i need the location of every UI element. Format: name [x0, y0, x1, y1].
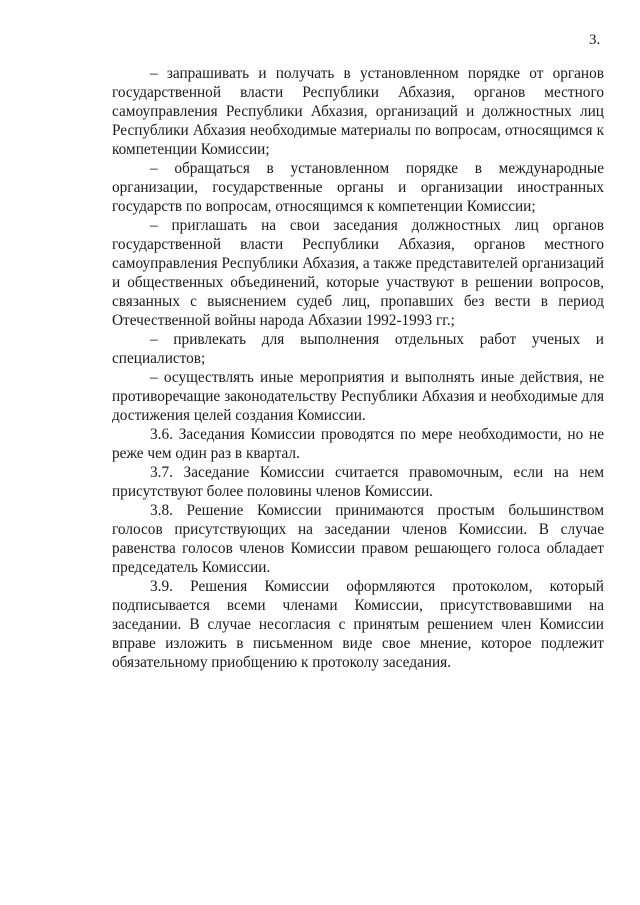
- paragraph-3-6: 3.6. Заседания Комиссии проводятся по мере необходимости, но не реже чем один раз в квартал.: [112, 426, 604, 462]
- page-number: 3.: [589, 32, 601, 48]
- paragraph-invite-officials: – приглашать на свои заседания должностных лиц органов государственной власти Республики Абхазия, органов местного самоуправления Республики Абхазия, а также представителей организаций и общественных объединений, которые участвуют в решении вопросов, связанных с выяснением судеб лиц, пропавших без вести в период Отечественной войны народа Абхазии 1992-1993 гг.;: [112, 217, 604, 329]
- paragraph-3-9: 3.9. Решения Комиссии оформляются протоколом, который подписывается всеми членами Комиссии, присутствовавшими на заседании. В случае несогласия с принятым решением член Комиссии вправе изложить в письменном виде свое мнение, которое подлежит обязательному приобщению к протоколу заседания.: [112, 578, 604, 671]
- paragraph-3-8: 3.8. Решение Комиссии принимаются простым большинством голосов присутствующих на заседании членов Комиссии. В случае равенства голосов членов Комиссии правом решающего голоса обладает председатель Комиссии.: [112, 502, 604, 576]
- paragraph-request-materials: – запрашивать и получать в установленном порядке от органов государственной власти Республики Абхазия, органов местного самоуправления Республики Абхазия, организаций и должностных лиц Республики Абхазия необходимые материалы по вопросам, относящимся к компетенции Комиссии;: [112, 65, 604, 158]
- paragraph-international-appeal: – обращаться в установленном порядке в международные организации, государственные органы и организации иностранных государств по вопросам, относящимся к компетенции Комиссии;: [112, 160, 604, 215]
- paragraph-involve-specialists: – привлекать для выполнения отдельных работ ученых и специалистов;: [112, 331, 604, 367]
- paragraph-3-7: 3.7. Заседание Комиссии считается правомочным, если на нем присутствуют более половины членов Комиссии.: [112, 464, 604, 500]
- paragraph-other-activities: – осуществлять иные мероприятия и выполнять иные действия, не противоречащие законодательству Республики Абхазия и необходимые для достижения целей создания Комиссии.: [112, 369, 604, 424]
- document-body: [112, 64, 604, 672]
